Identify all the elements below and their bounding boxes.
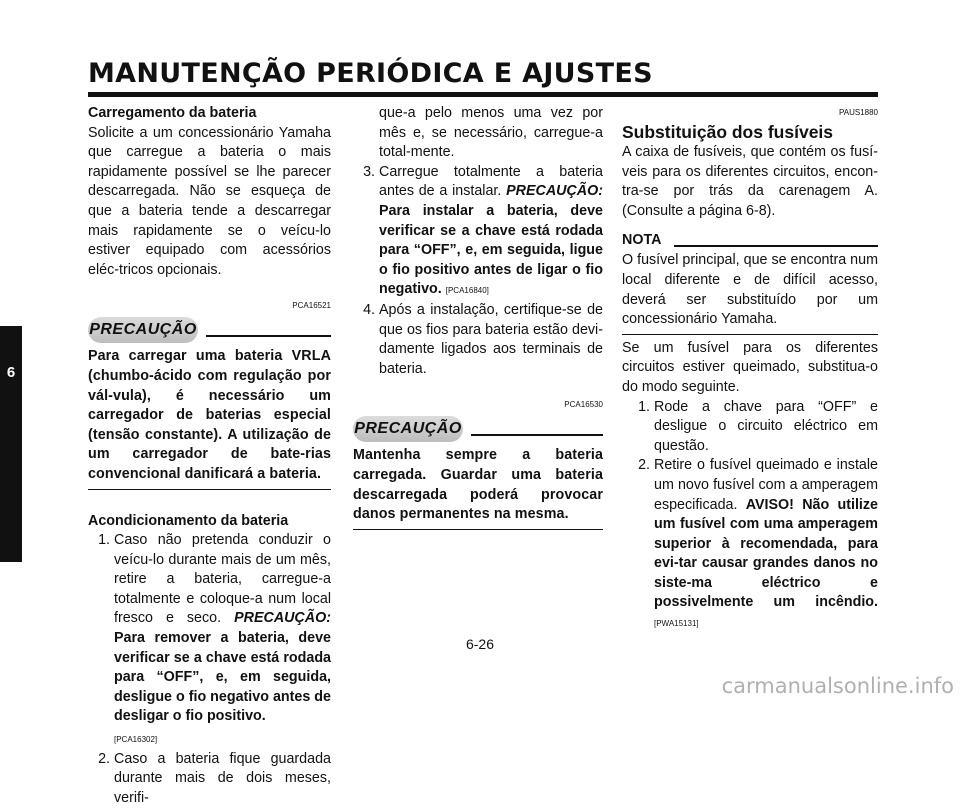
caution-rule bbox=[471, 434, 603, 436]
column-middle bbox=[353, 104, 603, 530]
list-item-text: Carregue totalmente a bateria antes de a instalar. bbox=[379, 163, 603, 200]
caution-text: Para carregar uma bateria VRLA (chumbo-ácido com regulação por vál-vula), é necessário um carregador de baterias especial (tensão constante). A utilização de um carregador de bate-rias convencional danificará a bateria. bbox=[88, 348, 331, 482]
inline-caution-label: PRECAUÇÃO: bbox=[506, 183, 603, 200]
page-header-title: MANUTENÇÃO PERIÓDICA E AJUSTES bbox=[88, 58, 653, 89]
caution-text: Mantenha sempre a bateria carregada. Guardar uma bateria descarregada poderá provocar danos permanentes na mesma. bbox=[353, 447, 603, 523]
list-item-continued bbox=[353, 104, 603, 163]
list-item bbox=[628, 398, 878, 457]
fuse-replace-paragraph: Se um fusível para os diferentes circuitos estiver queimado, substitua-o do modo seguinte. bbox=[622, 339, 878, 395]
section-heading-charging: Carregamento da bateria bbox=[88, 105, 257, 121]
inline-caution-label: PRECAUÇÃO: bbox=[234, 610, 331, 627]
list-item-number: 3. bbox=[363, 163, 375, 180]
reference-code: PAUS1880 bbox=[839, 108, 878, 117]
reference-code: [PCA16840] bbox=[445, 286, 489, 296]
reference-code: [PWA15131] bbox=[654, 619, 699, 629]
caution-header bbox=[88, 317, 331, 347]
list-item-number: 2. bbox=[638, 457, 650, 474]
column-right bbox=[622, 104, 878, 634]
section-heading-storage: Acondicionamento da bateria bbox=[88, 512, 289, 529]
column-left bbox=[88, 104, 331, 808]
header-rule bbox=[88, 92, 878, 97]
reference-code: PCA16521 bbox=[292, 301, 331, 311]
charging-paragraph: Solicite a um concessionário Yamaha que carregue a bateria o mais rapidamente possível se lhe parecer descarregada. Não se esqueça de que a bateria tende a descarregar mais rapidamente se o veícu-lo estiver equipado com acessórios eléc-tricos opcionais. bbox=[88, 124, 331, 278]
caution-rule bbox=[206, 335, 331, 337]
reference-code: [PCA16302] bbox=[114, 735, 158, 745]
list-item bbox=[353, 301, 603, 379]
section-title-fuses: Substituição dos fusíveis bbox=[622, 122, 834, 142]
list-item-text: Após a instalação, certifique-se de que os fios para bateria estão devi-damente ligados aos terminais de bateria. bbox=[379, 301, 603, 377]
caution-badge: PRECAUÇÃO bbox=[88, 317, 198, 343]
list-item bbox=[628, 456, 878, 633]
caution-badge: PRECAUÇÃO bbox=[353, 416, 463, 442]
list-item-number: 4. bbox=[363, 301, 375, 318]
list-item bbox=[88, 750, 331, 808]
chapter-number: 6 bbox=[6, 364, 16, 381]
watermark: carmanualsonline.info bbox=[721, 674, 954, 698]
chapter-tab bbox=[0, 326, 22, 562]
list-item-text: Rode a chave para “OFF” e desligue o circuito eléctrico em questão. bbox=[654, 398, 878, 454]
list-item-number: 1. bbox=[98, 532, 110, 549]
note-label: NOTA bbox=[622, 231, 667, 251]
note-rule bbox=[674, 245, 878, 247]
list-item-text: Retire o fusível queimado e instale um novo fusível com a amperagem especificada. bbox=[654, 457, 878, 513]
note-text: O fusível principal, que se encontra num local diferente e de difícil acesso, deverá ser substituído por um concessionário Yamaha. bbox=[622, 252, 878, 328]
caution-header bbox=[353, 416, 603, 446]
page-number: 6-26 bbox=[465, 636, 495, 652]
note-bottom-rule bbox=[622, 334, 878, 335]
caution-bottom-rule bbox=[353, 529, 603, 530]
list-item-text: Caso não pretenda conduzir o veícu-lo durante mais de um mês, retire a bateria, carregue-a totalmente e coloque-a num local fresco e seco. bbox=[114, 532, 331, 627]
list-item-number: 1. bbox=[638, 398, 650, 415]
list-item-number: 2. bbox=[98, 750, 110, 767]
inline-warning-text: AVISO! Não utilize um fusível com uma amperagem superior à recomendada, para evi-tar causar grandes danos no siste-ma eléctrico e possivelmente um incêndio. bbox=[654, 496, 878, 611]
inline-caution-text: Para remover a bateria, deve verificar se a chave está rodada para “OFF”, e, em seguida, desligue o fio negativo antes de desligar o fio positivo. bbox=[114, 630, 331, 725]
note-header bbox=[622, 231, 878, 251]
list-item bbox=[353, 163, 603, 301]
reference-code: PCA16530 bbox=[564, 400, 603, 410]
fuse-box-paragraph: A caixa de fusíveis, que contém os fusí-veis para os diferentes circuitos, encon-tra-se por trás da carenagem A. (Consulte a página 6-8). bbox=[622, 144, 878, 219]
list-item-text: que-a pelo menos uma vez por mês e, se necessário, carregue-a total-mente. bbox=[379, 105, 603, 161]
caution-bottom-rule bbox=[88, 489, 331, 490]
list-item-text: Caso a bateria fique guardada durante mais de dois meses, verifi- bbox=[114, 750, 331, 806]
inline-caution-text: Para instalar a bateria, deve verificar se a chave está rodada para “OFF”, e, em seguida, ligue o fio positivo antes de ligar o fio negativo. bbox=[379, 202, 603, 298]
